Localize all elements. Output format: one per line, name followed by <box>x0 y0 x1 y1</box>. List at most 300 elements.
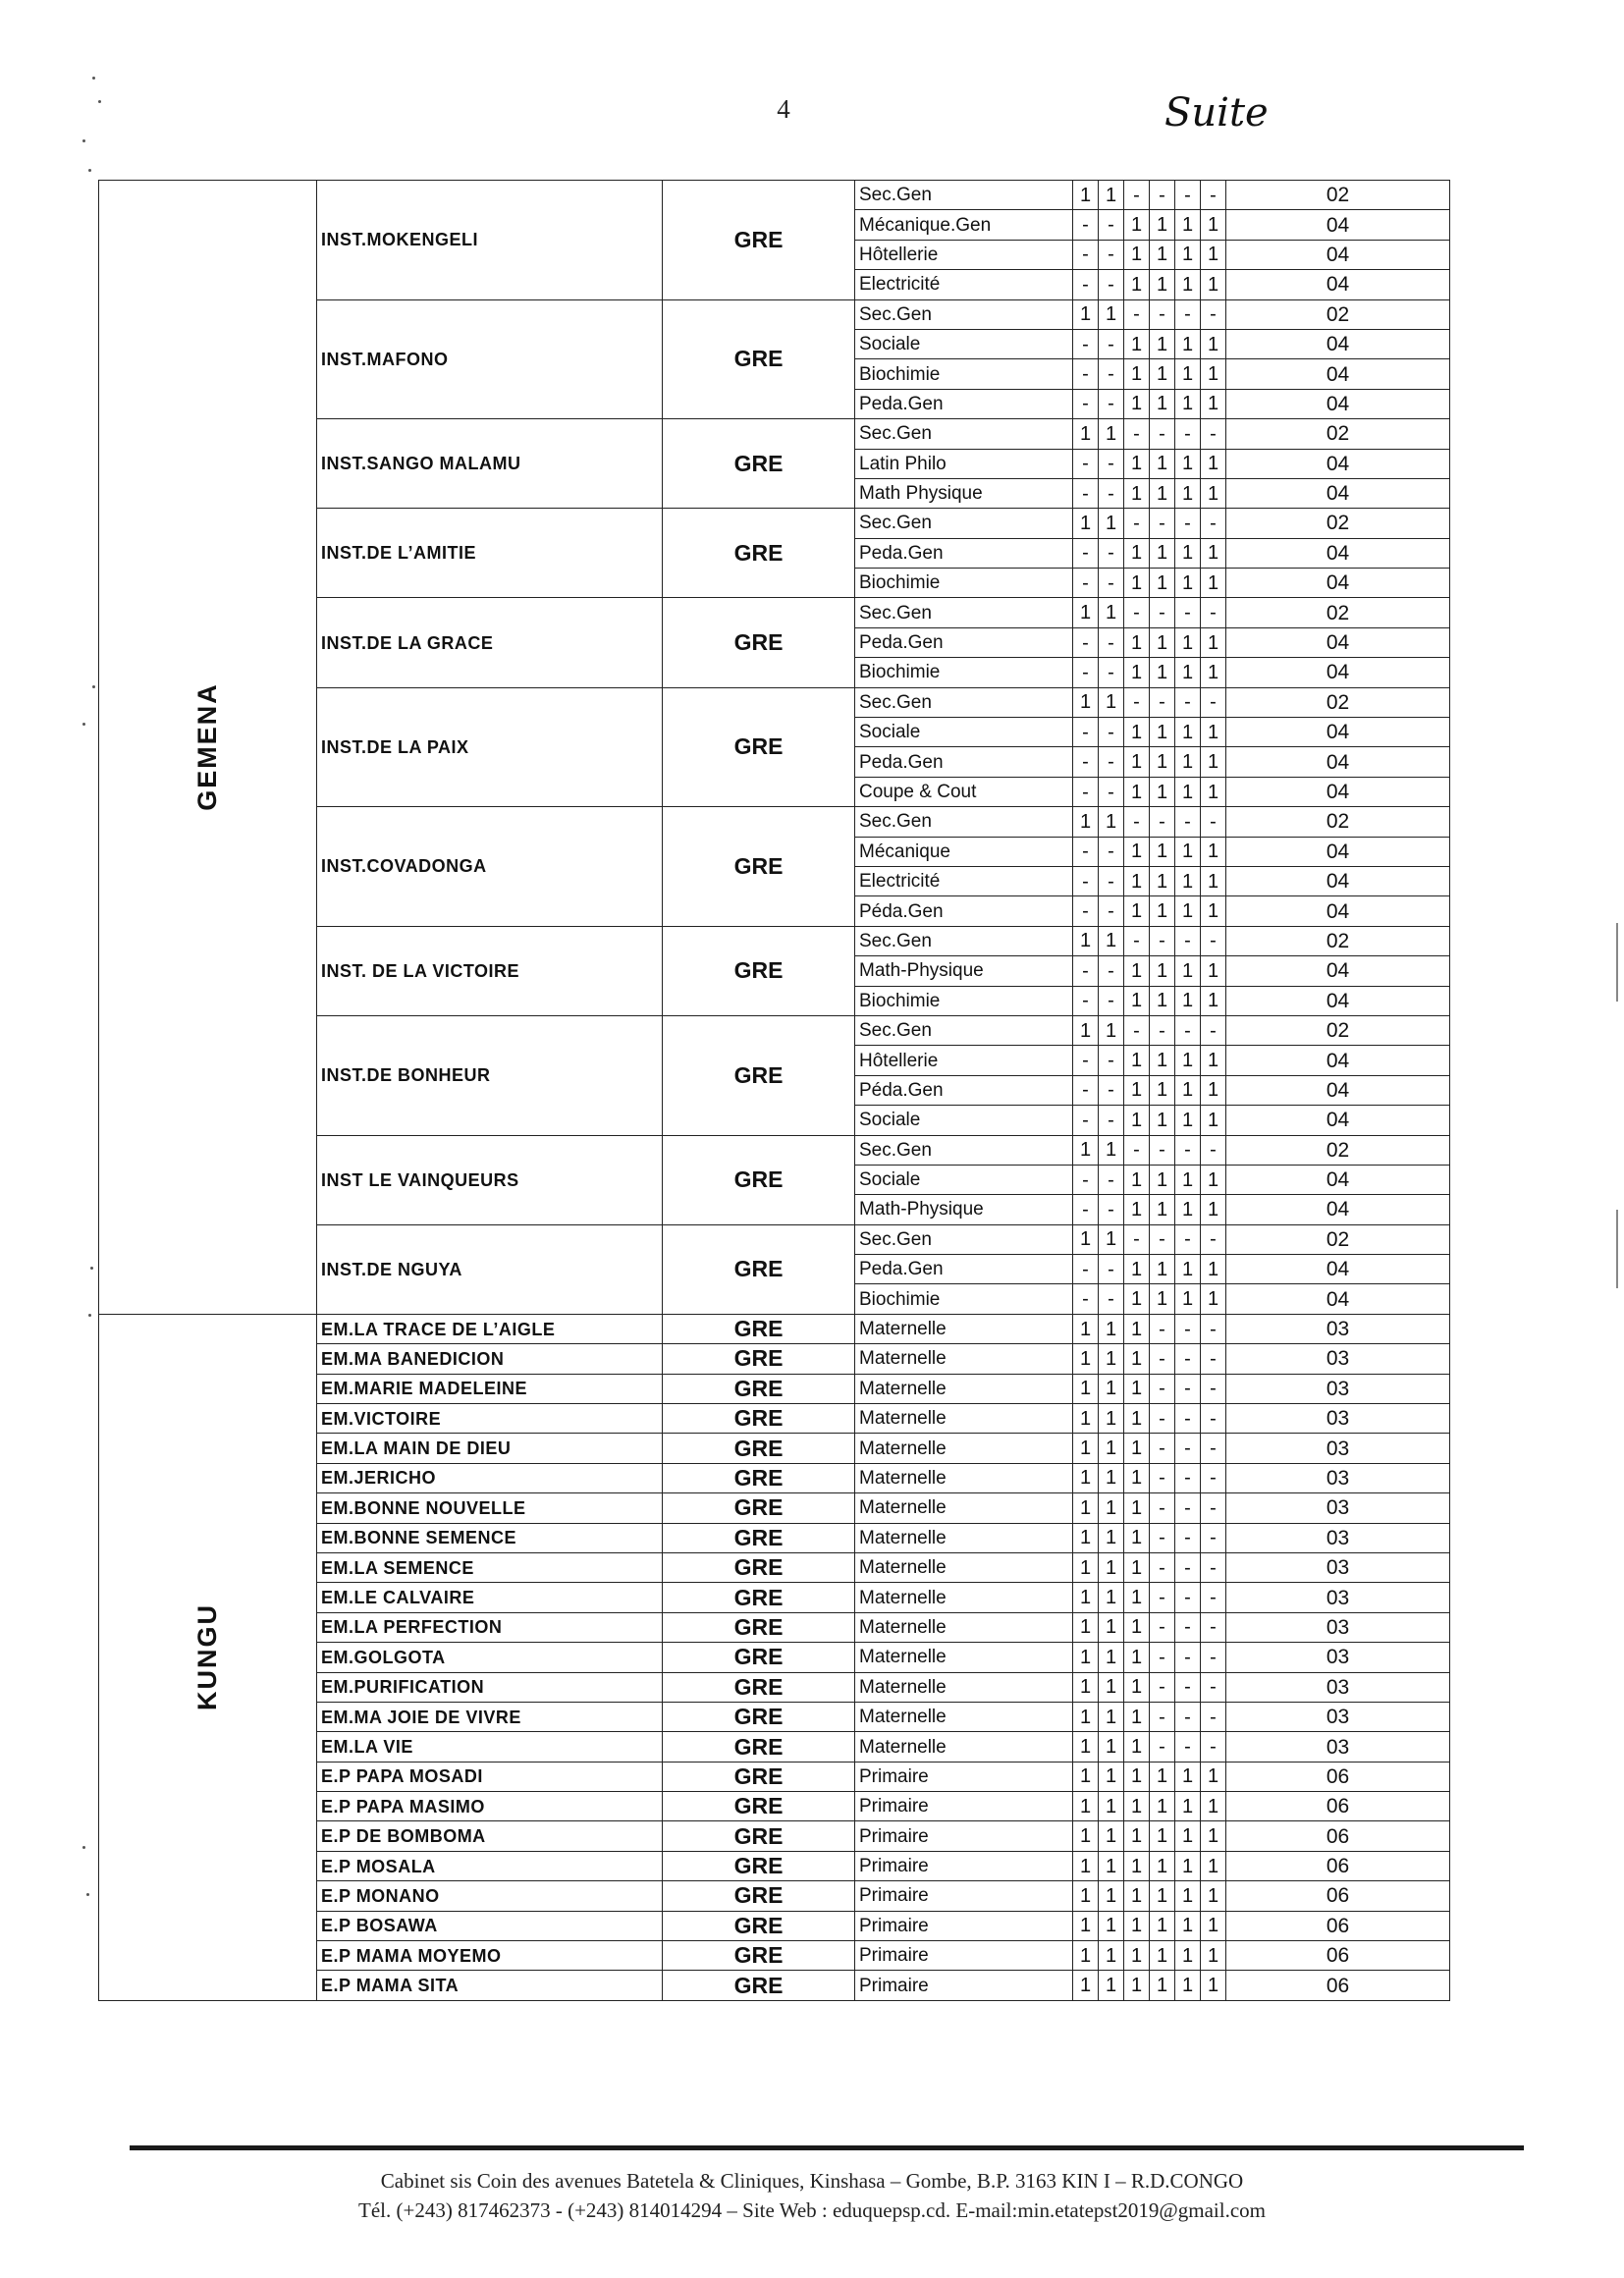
class-cell: 1 <box>1175 1881 1201 1911</box>
class-cell: 1 <box>1124 627 1150 657</box>
school-org: GRE <box>663 299 855 419</box>
class-cell: 1 <box>1124 1434 1150 1463</box>
class-cell: 1 <box>1124 1612 1150 1642</box>
school-name: INST.MOKENGELI <box>317 181 663 300</box>
class-cell: 1 <box>1150 1195 1175 1224</box>
school-org: GRE <box>663 1583 855 1612</box>
region-cell <box>99 181 317 1315</box>
class-cell: - <box>1099 986 1124 1015</box>
class-cell: 1 <box>1175 210 1201 240</box>
scan-mark <box>90 1267 93 1270</box>
class-cell: 1 <box>1175 478 1201 508</box>
total-cell: 03 <box>1226 1374 1450 1403</box>
total-cell: 04 <box>1226 210 1450 240</box>
class-cell: 1 <box>1201 210 1226 240</box>
option-name: Maternelle <box>855 1523 1073 1552</box>
school-name: EM.LE CALVAIRE <box>317 1583 663 1612</box>
class-cell: 1 <box>1150 329 1175 358</box>
class-cell: - <box>1201 1314 1226 1343</box>
option-name: Maternelle <box>855 1672 1073 1702</box>
class-cell: - <box>1150 926 1175 955</box>
class-cell: 1 <box>1124 1255 1150 1284</box>
class-cell: - <box>1150 1672 1175 1702</box>
class-cell: 1 <box>1201 478 1226 508</box>
school-name: EM.LA VIE <box>317 1732 663 1762</box>
total-cell: 04 <box>1226 866 1450 895</box>
class-cell: - <box>1150 1135 1175 1165</box>
option-name: Sec.Gen <box>855 181 1073 210</box>
total-cell: 02 <box>1226 926 1450 955</box>
option-name: Sociale <box>855 1106 1073 1135</box>
total-cell: 04 <box>1226 718 1450 747</box>
total-cell: 02 <box>1226 687 1450 717</box>
total-cell: 02 <box>1226 299 1450 329</box>
total-cell: 03 <box>1226 1523 1450 1552</box>
total-cell: 04 <box>1226 1106 1450 1135</box>
class-cell: 1 <box>1124 569 1150 598</box>
class-cell: - <box>1073 777 1099 806</box>
school-org: GRE <box>663 1314 855 1343</box>
class-cell: - <box>1175 1374 1201 1403</box>
scan-mark <box>88 1314 91 1317</box>
total-cell: 03 <box>1226 1612 1450 1642</box>
class-cell: 1 <box>1201 1075 1226 1105</box>
option-name: Math Physique <box>855 478 1073 508</box>
class-cell: - <box>1201 926 1226 955</box>
class-cell: 1 <box>1175 1284 1201 1314</box>
class-cell: 1 <box>1073 299 1099 329</box>
class-cell: 1 <box>1099 1672 1124 1702</box>
class-cell: - <box>1099 718 1124 747</box>
school-name: INST.DE LA GRACE <box>317 598 663 687</box>
option-name: Sociale <box>855 1165 1073 1194</box>
class-cell: 1 <box>1099 1552 1124 1582</box>
class-cell: 1 <box>1201 1195 1226 1224</box>
school-name: EM.JERICHO <box>317 1463 663 1492</box>
class-cell: - <box>1150 1434 1175 1463</box>
class-cell: 1 <box>1175 1075 1201 1105</box>
option-name: Sec.Gen <box>855 1015 1073 1045</box>
school-name: E.P MAMA MOYEMO <box>317 1941 663 1971</box>
option-name: Primaire <box>855 1851 1073 1880</box>
school-org: GRE <box>663 687 855 807</box>
class-cell: 1 <box>1150 627 1175 657</box>
scan-mark <box>86 1893 89 1896</box>
class-cell: 1 <box>1124 359 1150 389</box>
option-name: Electricité <box>855 270 1073 299</box>
class-cell: 1 <box>1201 986 1226 1015</box>
school-org: GRE <box>663 509 855 598</box>
class-cell: 1 <box>1124 1911 1150 1940</box>
class-cell: 1 <box>1099 1792 1124 1821</box>
class-cell: - <box>1099 1046 1124 1075</box>
class-cell: 1 <box>1124 1314 1150 1343</box>
class-cell: - <box>1073 270 1099 299</box>
total-cell: 06 <box>1226 1851 1450 1880</box>
total-cell: 03 <box>1226 1314 1450 1343</box>
region-name: KUNGU <box>192 1603 222 1711</box>
class-cell: 1 <box>1175 329 1201 358</box>
class-cell: 1 <box>1099 1135 1124 1165</box>
school-org: GRE <box>663 1344 855 1374</box>
class-cell: 1 <box>1124 1732 1150 1762</box>
school-org: GRE <box>663 926 855 1015</box>
class-cell: - <box>1175 509 1201 538</box>
class-cell: 1 <box>1073 1881 1099 1911</box>
class-cell: - <box>1175 1583 1201 1612</box>
class-cell: 1 <box>1124 449 1150 478</box>
school-name: EM.MA BANEDICION <box>317 1344 663 1374</box>
option-name: Peda.Gen <box>855 389 1073 418</box>
class-cell: 1 <box>1175 569 1201 598</box>
class-cell: 1 <box>1150 1046 1175 1075</box>
class-cell: - <box>1124 1135 1150 1165</box>
class-cell: 1 <box>1175 658 1201 687</box>
class-cell: - <box>1201 1702 1226 1731</box>
class-cell: 1 <box>1073 1314 1099 1343</box>
option-name: Péda.Gen <box>855 1075 1073 1105</box>
class-cell: - <box>1150 419 1175 449</box>
total-cell: 04 <box>1226 569 1450 598</box>
class-cell: - <box>1175 1612 1201 1642</box>
class-cell: 1 <box>1073 1463 1099 1492</box>
class-cell: - <box>1175 1314 1201 1343</box>
class-cell: 1 <box>1073 1135 1099 1165</box>
class-cell: - <box>1201 419 1226 449</box>
class-cell: 1 <box>1124 1672 1150 1702</box>
class-cell: 1 <box>1099 509 1124 538</box>
class-cell: - <box>1073 538 1099 568</box>
class-cell: - <box>1073 1075 1099 1105</box>
class-cell: 1 <box>1175 747 1201 777</box>
class-cell: - <box>1150 1702 1175 1731</box>
total-cell: 06 <box>1226 1821 1450 1851</box>
class-cell: - <box>1099 449 1124 478</box>
school-name: E.P PAPA MASIMO <box>317 1792 663 1821</box>
class-cell: - <box>1201 687 1226 717</box>
class-cell: - <box>1175 1493 1201 1523</box>
class-cell: - <box>1073 240 1099 269</box>
class-cell: 1 <box>1099 1463 1124 1492</box>
footer-rule <box>130 2145 1524 2150</box>
class-cell: 1 <box>1124 1374 1150 1403</box>
class-cell: 1 <box>1099 1434 1124 1463</box>
class-cell: 1 <box>1201 1762 1226 1791</box>
class-cell: 1 <box>1175 1255 1201 1284</box>
total-cell: 04 <box>1226 329 1450 358</box>
class-cell: - <box>1073 1106 1099 1135</box>
option-name: Maternelle <box>855 1434 1073 1463</box>
class-cell: 1 <box>1201 837 1226 866</box>
class-cell: - <box>1175 1732 1201 1762</box>
scan-mark <box>92 685 95 688</box>
school-name: EM.LA TRACE DE L’AIGLE <box>317 1314 663 1343</box>
class-cell: 1 <box>1099 926 1124 955</box>
class-cell: 1 <box>1073 1762 1099 1791</box>
class-cell: - <box>1099 538 1124 568</box>
total-cell: 04 <box>1226 1046 1450 1075</box>
school-name: EM.BONNE NOUVELLE <box>317 1493 663 1523</box>
option-name: Coupe & Cout <box>855 777 1073 806</box>
class-cell: 1 <box>1150 956 1175 986</box>
class-cell: - <box>1099 747 1124 777</box>
option-name: Sec.Gen <box>855 598 1073 627</box>
class-cell: - <box>1150 1224 1175 1254</box>
scan-mark <box>92 77 95 80</box>
class-cell: - <box>1099 837 1124 866</box>
class-cell: 1 <box>1175 1762 1201 1791</box>
class-cell: 1 <box>1124 1165 1150 1194</box>
class-cell: 1 <box>1124 1493 1150 1523</box>
school-name: INST.DE LA PAIX <box>317 687 663 807</box>
class-cell: - <box>1124 598 1150 627</box>
total-cell: 03 <box>1226 1583 1450 1612</box>
class-cell: 1 <box>1099 1583 1124 1612</box>
region-name: GEMENA <box>191 682 222 812</box>
class-cell: 1 <box>1201 1046 1226 1075</box>
class-cell: - <box>1175 1463 1201 1492</box>
class-cell: 1 <box>1201 1821 1226 1851</box>
class-cell: - <box>1073 1195 1099 1224</box>
class-cell: 1 <box>1124 389 1150 418</box>
total-cell: 03 <box>1226 1434 1450 1463</box>
class-cell: 1 <box>1073 1672 1099 1702</box>
class-cell: 1 <box>1201 538 1226 568</box>
class-cell: - <box>1175 1523 1201 1552</box>
total-cell: 02 <box>1226 807 1450 837</box>
class-cell: - <box>1201 1493 1226 1523</box>
class-cell: - <box>1099 1255 1124 1284</box>
class-cell: 1 <box>1099 1224 1124 1254</box>
school-org: GRE <box>663 1971 855 2000</box>
option-name: Primaire <box>855 1821 1073 1851</box>
class-cell: - <box>1150 1314 1175 1343</box>
option-name: Sec.Gen <box>855 299 1073 329</box>
class-cell: 1 <box>1124 986 1150 1015</box>
class-cell: - <box>1175 1344 1201 1374</box>
class-cell: 1 <box>1099 1941 1124 1971</box>
school-org: GRE <box>663 1434 855 1463</box>
class-cell: 1 <box>1175 270 1201 299</box>
class-cell: 1 <box>1150 1941 1175 1971</box>
option-name: Biochimie <box>855 986 1073 1015</box>
class-cell: 1 <box>1150 896 1175 926</box>
class-cell: - <box>1201 299 1226 329</box>
class-cell: 1 <box>1073 1911 1099 1940</box>
class-cell: 1 <box>1201 1792 1226 1821</box>
class-cell: - <box>1201 1523 1226 1552</box>
class-cell: - <box>1175 181 1201 210</box>
class-cell: 1 <box>1175 359 1201 389</box>
school-name: EM.GOLGOTA <box>317 1643 663 1672</box>
option-name: Sec.Gen <box>855 419 1073 449</box>
total-cell: 04 <box>1226 747 1450 777</box>
school-name: EM.MARIE MADELEINE <box>317 1374 663 1403</box>
class-cell: 1 <box>1175 538 1201 568</box>
class-cell: 1 <box>1124 1195 1150 1224</box>
class-cell: - <box>1073 986 1099 1015</box>
class-cell: - <box>1201 1643 1226 1672</box>
class-cell: - <box>1150 1583 1175 1612</box>
class-cell: - <box>1150 598 1175 627</box>
class-cell: 1 <box>1150 210 1175 240</box>
class-cell: 1 <box>1099 181 1124 210</box>
class-cell: 1 <box>1099 1971 1124 2000</box>
class-cell: 1 <box>1150 777 1175 806</box>
class-cell: - <box>1175 1672 1201 1702</box>
total-cell: 04 <box>1226 1165 1450 1194</box>
option-name: Maternelle <box>855 1463 1073 1492</box>
class-cell: - <box>1150 181 1175 210</box>
school-name: INST.DE NGUYA <box>317 1224 663 1314</box>
school-org: GRE <box>663 1523 855 1552</box>
class-cell: 1 <box>1099 1911 1124 1940</box>
option-name: Péda.Gen <box>855 896 1073 926</box>
class-cell: - <box>1124 419 1150 449</box>
schools-table <box>98 180 1450 2001</box>
class-cell: 1 <box>1175 986 1201 1015</box>
class-cell: 1 <box>1175 389 1201 418</box>
class-cell: 1 <box>1099 1612 1124 1642</box>
class-cell: 1 <box>1175 896 1201 926</box>
school-name: EM.VICTOIRE <box>317 1404 663 1434</box>
class-cell: 1 <box>1150 747 1175 777</box>
total-cell: 06 <box>1226 1911 1450 1940</box>
option-name: Peda.Gen <box>855 747 1073 777</box>
class-cell: 1 <box>1201 329 1226 358</box>
class-cell: 1 <box>1175 1911 1201 1940</box>
class-cell: 1 <box>1073 1224 1099 1254</box>
class-cell: 1 <box>1175 1941 1201 1971</box>
class-cell: - <box>1124 1015 1150 1045</box>
class-cell: - <box>1073 359 1099 389</box>
class-cell: - <box>1150 687 1175 717</box>
class-cell: - <box>1099 240 1124 269</box>
total-cell: 03 <box>1226 1643 1450 1672</box>
class-cell: - <box>1124 807 1150 837</box>
class-cell: 1 <box>1124 1075 1150 1105</box>
total-cell: 04 <box>1226 270 1450 299</box>
class-cell: 1 <box>1073 1821 1099 1851</box>
class-cell: 1 <box>1099 299 1124 329</box>
school-org: GRE <box>663 1881 855 1911</box>
school-org: GRE <box>663 1643 855 1672</box>
class-cell: 1 <box>1150 1911 1175 1940</box>
class-cell: 1 <box>1201 866 1226 895</box>
total-cell: 02 <box>1226 419 1450 449</box>
total-cell: 06 <box>1226 1941 1450 1971</box>
school-name: EM.LA SEMENCE <box>317 1552 663 1582</box>
school-name: INST.SANGO MALAMU <box>317 419 663 509</box>
option-name: Electricité <box>855 866 1073 895</box>
class-cell: 1 <box>1150 1075 1175 1105</box>
school-org: GRE <box>663 419 855 509</box>
school-name: E.P BOSAWA <box>317 1911 663 1940</box>
class-cell: - <box>1073 210 1099 240</box>
class-cell: 1 <box>1073 1792 1099 1821</box>
option-name: Primaire <box>855 1762 1073 1791</box>
class-cell: - <box>1099 478 1124 508</box>
class-cell: - <box>1150 509 1175 538</box>
option-name: Sec.Gen <box>855 687 1073 717</box>
class-cell: 1 <box>1073 1434 1099 1463</box>
region-cell <box>99 1314 317 2000</box>
class-cell: 1 <box>1201 1911 1226 1940</box>
total-cell: 04 <box>1226 986 1450 1015</box>
option-name: Primaire <box>855 1971 1073 2000</box>
option-name: Maternelle <box>855 1314 1073 1343</box>
class-cell: 1 <box>1073 807 1099 837</box>
class-cell: 1 <box>1150 1255 1175 1284</box>
class-cell: 1 <box>1150 569 1175 598</box>
class-cell: 1 <box>1124 1463 1150 1492</box>
class-cell: 1 <box>1201 1971 1226 2000</box>
class-cell: 1 <box>1124 747 1150 777</box>
class-cell: - <box>1073 866 1099 895</box>
class-cell: 1 <box>1201 1255 1226 1284</box>
class-cell: - <box>1175 419 1201 449</box>
class-cell: - <box>1073 837 1099 866</box>
class-cell: 1 <box>1099 1015 1124 1045</box>
total-cell: 02 <box>1226 181 1450 210</box>
class-cell: - <box>1201 1434 1226 1463</box>
class-cell: - <box>1201 1732 1226 1762</box>
class-cell: - <box>1175 598 1201 627</box>
class-cell: 1 <box>1073 1404 1099 1434</box>
class-cell: 1 <box>1201 956 1226 986</box>
class-cell: - <box>1150 1374 1175 1403</box>
option-name: Math-Physique <box>855 1195 1073 1224</box>
class-cell: - <box>1150 1552 1175 1582</box>
table-row <box>99 181 1450 210</box>
class-cell: 1 <box>1124 1344 1150 1374</box>
option-name: Mécanique <box>855 837 1073 866</box>
class-cell: 1 <box>1201 1284 1226 1314</box>
class-cell: - <box>1073 747 1099 777</box>
class-cell: 1 <box>1099 419 1124 449</box>
class-cell: 1 <box>1099 807 1124 837</box>
class-cell: - <box>1073 658 1099 687</box>
class-cell: 1 <box>1201 569 1226 598</box>
class-cell: 1 <box>1124 478 1150 508</box>
total-cell: 06 <box>1226 1971 1450 2000</box>
total-cell: 03 <box>1226 1552 1450 1582</box>
option-name: Math-Physique <box>855 956 1073 986</box>
option-name: Sec.Gen <box>855 1224 1073 1254</box>
option-name: Maternelle <box>855 1344 1073 1374</box>
class-cell: 1 <box>1073 1493 1099 1523</box>
class-cell: - <box>1150 1015 1175 1045</box>
class-cell: 1 <box>1124 1971 1150 2000</box>
class-cell: 1 <box>1099 1643 1124 1672</box>
class-cell: 1 <box>1150 1165 1175 1194</box>
class-cell: - <box>1073 569 1099 598</box>
scan-mark <box>88 169 91 172</box>
class-cell: 1 <box>1073 1732 1099 1762</box>
total-cell: 02 <box>1226 509 1450 538</box>
total-cell: 03 <box>1226 1463 1450 1492</box>
class-cell: 1 <box>1124 718 1150 747</box>
class-cell: 1 <box>1099 1314 1124 1343</box>
class-cell: 1 <box>1099 1702 1124 1731</box>
total-cell: 06 <box>1226 1762 1450 1791</box>
scan-edge-line <box>1616 923 1618 1002</box>
option-name: Hôtellerie <box>855 240 1073 269</box>
class-cell: 1 <box>1073 1344 1099 1374</box>
class-cell: 1 <box>1201 896 1226 926</box>
class-cell: 1 <box>1150 1284 1175 1314</box>
class-cell: - <box>1099 896 1124 926</box>
